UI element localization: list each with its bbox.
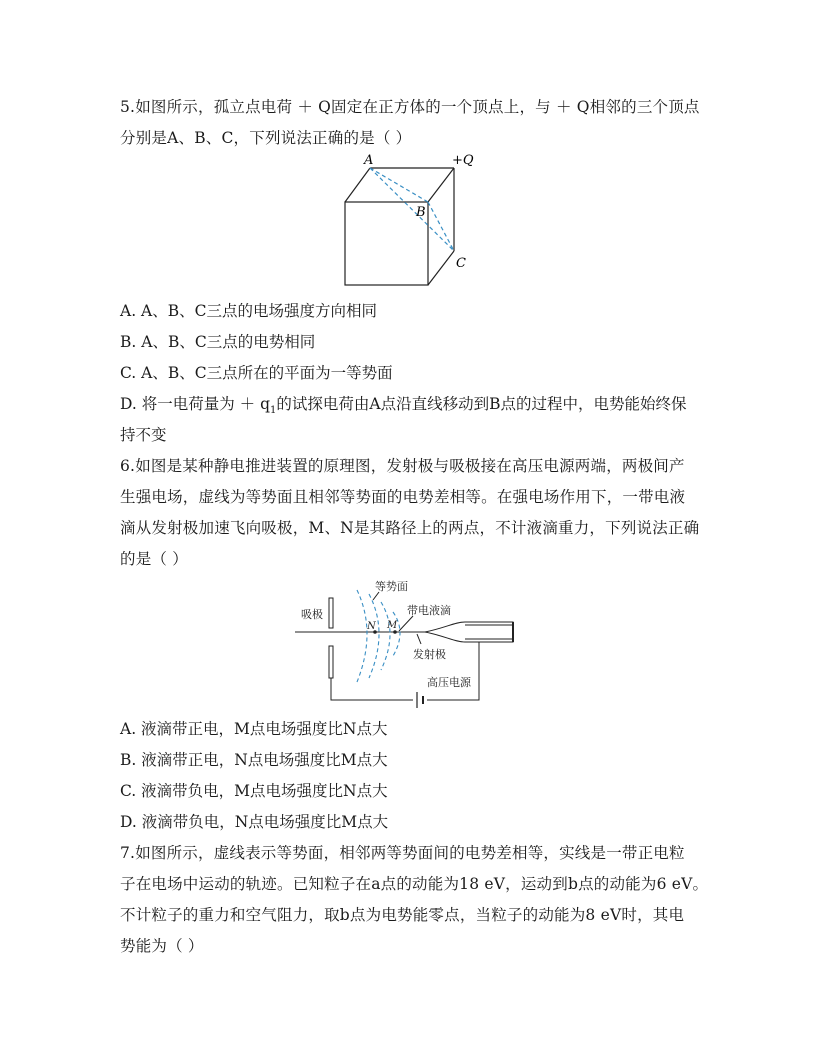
equipotential-arc-4 bbox=[393, 612, 400, 656]
circuit-wire bbox=[331, 678, 413, 700]
q6-option-d: D. 液滴带负电，N点电场强度比M点大 bbox=[120, 813, 389, 831]
q6-stem-line-1: 6.如图是某种静电推进装置的原理图，发射极与吸极接在高压电源两端，两极间产 bbox=[120, 457, 685, 475]
q5-option-c: C. A、B、C三点所在的平面为一等势面 bbox=[120, 364, 393, 382]
q5-stem-line-1: 5.如图所示，孤立点电荷 ＋ Q固定在正方体的一个顶点上，与 ＋ Q相邻的三个顶点 bbox=[120, 98, 700, 116]
absorber-plate-bottom bbox=[329, 646, 333, 678]
label-a: A bbox=[364, 153, 374, 168]
q6-option-b: B. 液滴带正电，N点电场强度比M点大 bbox=[120, 751, 388, 769]
label-absorber: 吸极 bbox=[301, 608, 323, 621]
label-equipotential: 等势面 bbox=[375, 580, 408, 593]
leader-equipotential bbox=[373, 592, 379, 600]
q6-option-a: A. 液滴带正电，M点电场强度比N点大 bbox=[120, 720, 388, 738]
dashed-b-c bbox=[428, 202, 454, 251]
q7-stem-line-1: 7.如图所示，虚线表示等势面，相邻两等势面间的电势差相等，实线是一带正电粒 bbox=[120, 844, 685, 862]
label-emitter: 发射极 bbox=[413, 648, 446, 661]
q5-option-a: A. A、B、C三点的电场强度方向相同 bbox=[120, 302, 377, 320]
q6-thruster-figure bbox=[295, 578, 525, 708]
leader-droplet bbox=[399, 616, 413, 631]
absorber-plate-top bbox=[329, 598, 333, 628]
label-n: N bbox=[367, 621, 376, 632]
q7-stem-line-2: 子在电场中运动的轨迹。已知粒子在a点的动能为18 eV，运动到b点的动能为6 eV。 bbox=[120, 875, 709, 893]
equipotential-arc-2 bbox=[369, 594, 379, 678]
q5-option-d-post: 的试探电荷由A点沿直线移动到B点的过程中，电势能始终保 bbox=[276, 395, 687, 413]
leader-emitter bbox=[417, 634, 421, 644]
q6-stem-line-2: 生强电场，虚线为等势面且相邻等势面的电势差相等。在强电场作用下，一带电液 bbox=[120, 488, 686, 506]
q7-stem-line-4: 势能为（ ） bbox=[120, 937, 204, 955]
q6-stem-line-4: 的是（ ） bbox=[120, 550, 188, 568]
q5-option-d-line-2: 持不变 bbox=[120, 426, 167, 444]
label-power: 高压电源 bbox=[427, 676, 471, 689]
label-droplet: 带电液滴 bbox=[407, 604, 451, 617]
q5-option-d bbox=[120, 393, 686, 422]
q5-option-d-pre: D. 将一电荷量为 ＋ q bbox=[120, 395, 271, 413]
q5-cube-figure bbox=[330, 150, 490, 295]
dashed-a-c bbox=[370, 168, 454, 251]
label-b: B bbox=[416, 205, 426, 220]
equipotential-arc-3 bbox=[381, 602, 390, 670]
q5-option-b: B. A、B、C三点的电势相同 bbox=[120, 333, 316, 351]
q7-stem-line-3: 不计粒子的重力和空气阻力，取b点为电势能零点，当粒子的动能为8 eV时，其电 bbox=[120, 906, 685, 924]
q6-option-c: C. 液滴带负电，M点电场强度比N点大 bbox=[120, 782, 388, 800]
q5-option-d-sub: 1 bbox=[270, 405, 277, 417]
dashed-a-b bbox=[370, 168, 428, 202]
q5-stem-line-2: 分别是A、B、C，下列说法正确的是（ ） bbox=[120, 129, 412, 147]
label-c: C bbox=[456, 256, 466, 271]
label-m: M bbox=[387, 620, 398, 631]
q6-stem-line-3: 滴从发射极加速飞向吸极，M、N是其路径上的两点，不计液滴重力，下列说法正确 bbox=[120, 519, 700, 537]
label-plus-q: +Q bbox=[452, 153, 474, 168]
equipotential-arc-1 bbox=[357, 590, 367, 682]
